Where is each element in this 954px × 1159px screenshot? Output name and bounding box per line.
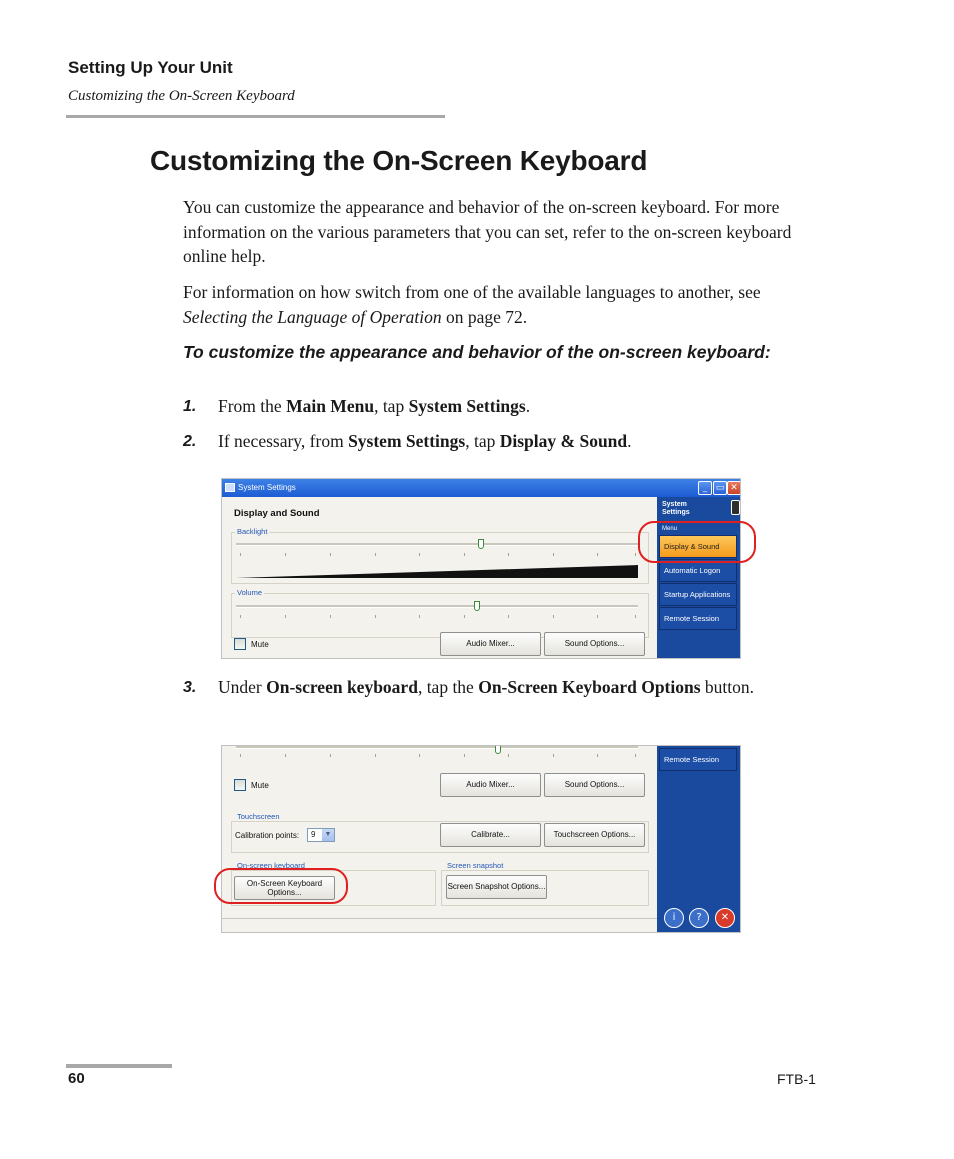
running-header-title: Setting Up Your Unit	[68, 58, 233, 77]
volume-slider-thumb[interactable]	[474, 601, 480, 611]
osk-group-label: On-screen keyboard	[237, 861, 305, 870]
running-header-subtitle: Customizing the On-Screen Keyboard	[68, 88, 295, 104]
calibrate-button[interactable]: Calibrate...	[440, 823, 541, 847]
step-2: 2. If necessary, from System Settings, tap Display & Sound.	[183, 429, 803, 454]
backlight-label: Backlight	[237, 527, 268, 536]
calibration-points-select[interactable]: 9 ▼	[307, 828, 335, 842]
cross-reference-link[interactable]: Selecting the Language of Operation	[183, 306, 442, 327]
window-title: System Settings	[238, 483, 296, 492]
window-icon	[225, 483, 235, 492]
mute-checkbox[interactable]	[234, 638, 246, 650]
mute-label: Mute	[251, 640, 269, 649]
screenshot-onscreen-keyboard	[221, 745, 741, 933]
volume-slider-track[interactable]	[236, 605, 638, 608]
section-heading: Customizing the On-Screen Keyboard	[150, 145, 648, 176]
side-panel-title: System Settings	[662, 501, 690, 516]
restore-icon[interactable]: ▭	[713, 481, 727, 495]
sound-options-button[interactable]: Sound Options...	[544, 632, 645, 656]
bottom-divider	[222, 918, 657, 919]
help-icon[interactable]: ?	[689, 908, 709, 928]
snapshot-options-button[interactable]: Screen Snapshot Options...	[446, 875, 547, 899]
document-code: FTB-1	[777, 1071, 816, 1087]
intro-paragraph-1: You can customize the appearance and behavior of the on-screen keyboard. For more information on the various parameters that you can set, refer to the on-screen keyboard online help.	[183, 197, 792, 266]
header-divider	[66, 115, 445, 118]
step-1: 1. From the Main Menu, tap System Settings.	[183, 394, 803, 419]
close-icon[interactable]: ✕	[727, 481, 741, 495]
backlight-ramp	[236, 565, 638, 579]
touchscreen-options-button[interactable]: Touchscreen Options...	[544, 823, 645, 847]
menu-item-startup-applications[interactable]: Startup Applications	[659, 583, 737, 606]
volume-slider-thumb[interactable]	[495, 745, 501, 754]
menu-item-remote-session[interactable]: Remote Session	[659, 607, 737, 630]
exit-icon[interactable]: ✕	[715, 908, 735, 928]
chevron-down-icon: ▼	[322, 829, 334, 841]
battery-icon	[731, 500, 740, 515]
minimize-icon[interactable]: _	[698, 481, 712, 495]
step-number: 1.	[183, 398, 197, 415]
calibration-label: Calibration points:	[235, 831, 300, 840]
audio-mixer-button[interactable]: Audio Mixer...	[440, 773, 541, 797]
step-number: 2.	[183, 433, 197, 450]
sound-options-button[interactable]: Sound Options...	[544, 773, 645, 797]
osk-options-button[interactable]: On-Screen Keyboard Options...	[234, 876, 335, 900]
snapshot-group-label: Screen snapshot	[447, 861, 504, 870]
backlight-slider-thumb[interactable]	[478, 539, 484, 549]
touchscreen-label: Touchscreen	[237, 812, 280, 821]
audio-mixer-button[interactable]: Audio Mixer...	[440, 632, 541, 656]
volume-slider-track[interactable]	[236, 746, 638, 749]
side-menu-panel	[657, 746, 741, 933]
callout-circle-display-sound	[638, 521, 756, 563]
mute-checkbox[interactable]	[234, 779, 246, 791]
procedure-title: To customize the appearance and behavior of the on-screen keyboard:	[183, 342, 771, 362]
step-3: 3. Under On-screen keyboard, tap the On-Screen Keyboard Options button.	[183, 675, 803, 700]
panel-title: Display and Sound	[234, 508, 320, 519]
menu-label: Menu	[662, 526, 678, 532]
backlight-slider-track[interactable]	[236, 543, 638, 546]
screenshot-display-sound	[221, 478, 741, 659]
menu-item-automatic-logon[interactable]: Automatic Logon	[659, 559, 737, 582]
intro-paragraph-2: For information on how switch from one of the available languages to another, see Selecting the Language of Operation on page 72.	[183, 282, 761, 327]
step-number: 3.	[183, 679, 197, 696]
callout-circle-osk-options	[214, 868, 348, 904]
page-number: 60	[68, 1070, 85, 1087]
window-titlebar	[222, 479, 741, 497]
volume-label: Volume	[237, 588, 263, 597]
info-icon[interactable]: i	[664, 908, 684, 928]
menu-item-remote-session[interactable]: Remote Session	[659, 748, 737, 771]
footer-divider	[66, 1064, 172, 1068]
menu-item-display-sound[interactable]: Display & Sound	[659, 535, 737, 558]
mute-label: Mute	[251, 781, 269, 790]
